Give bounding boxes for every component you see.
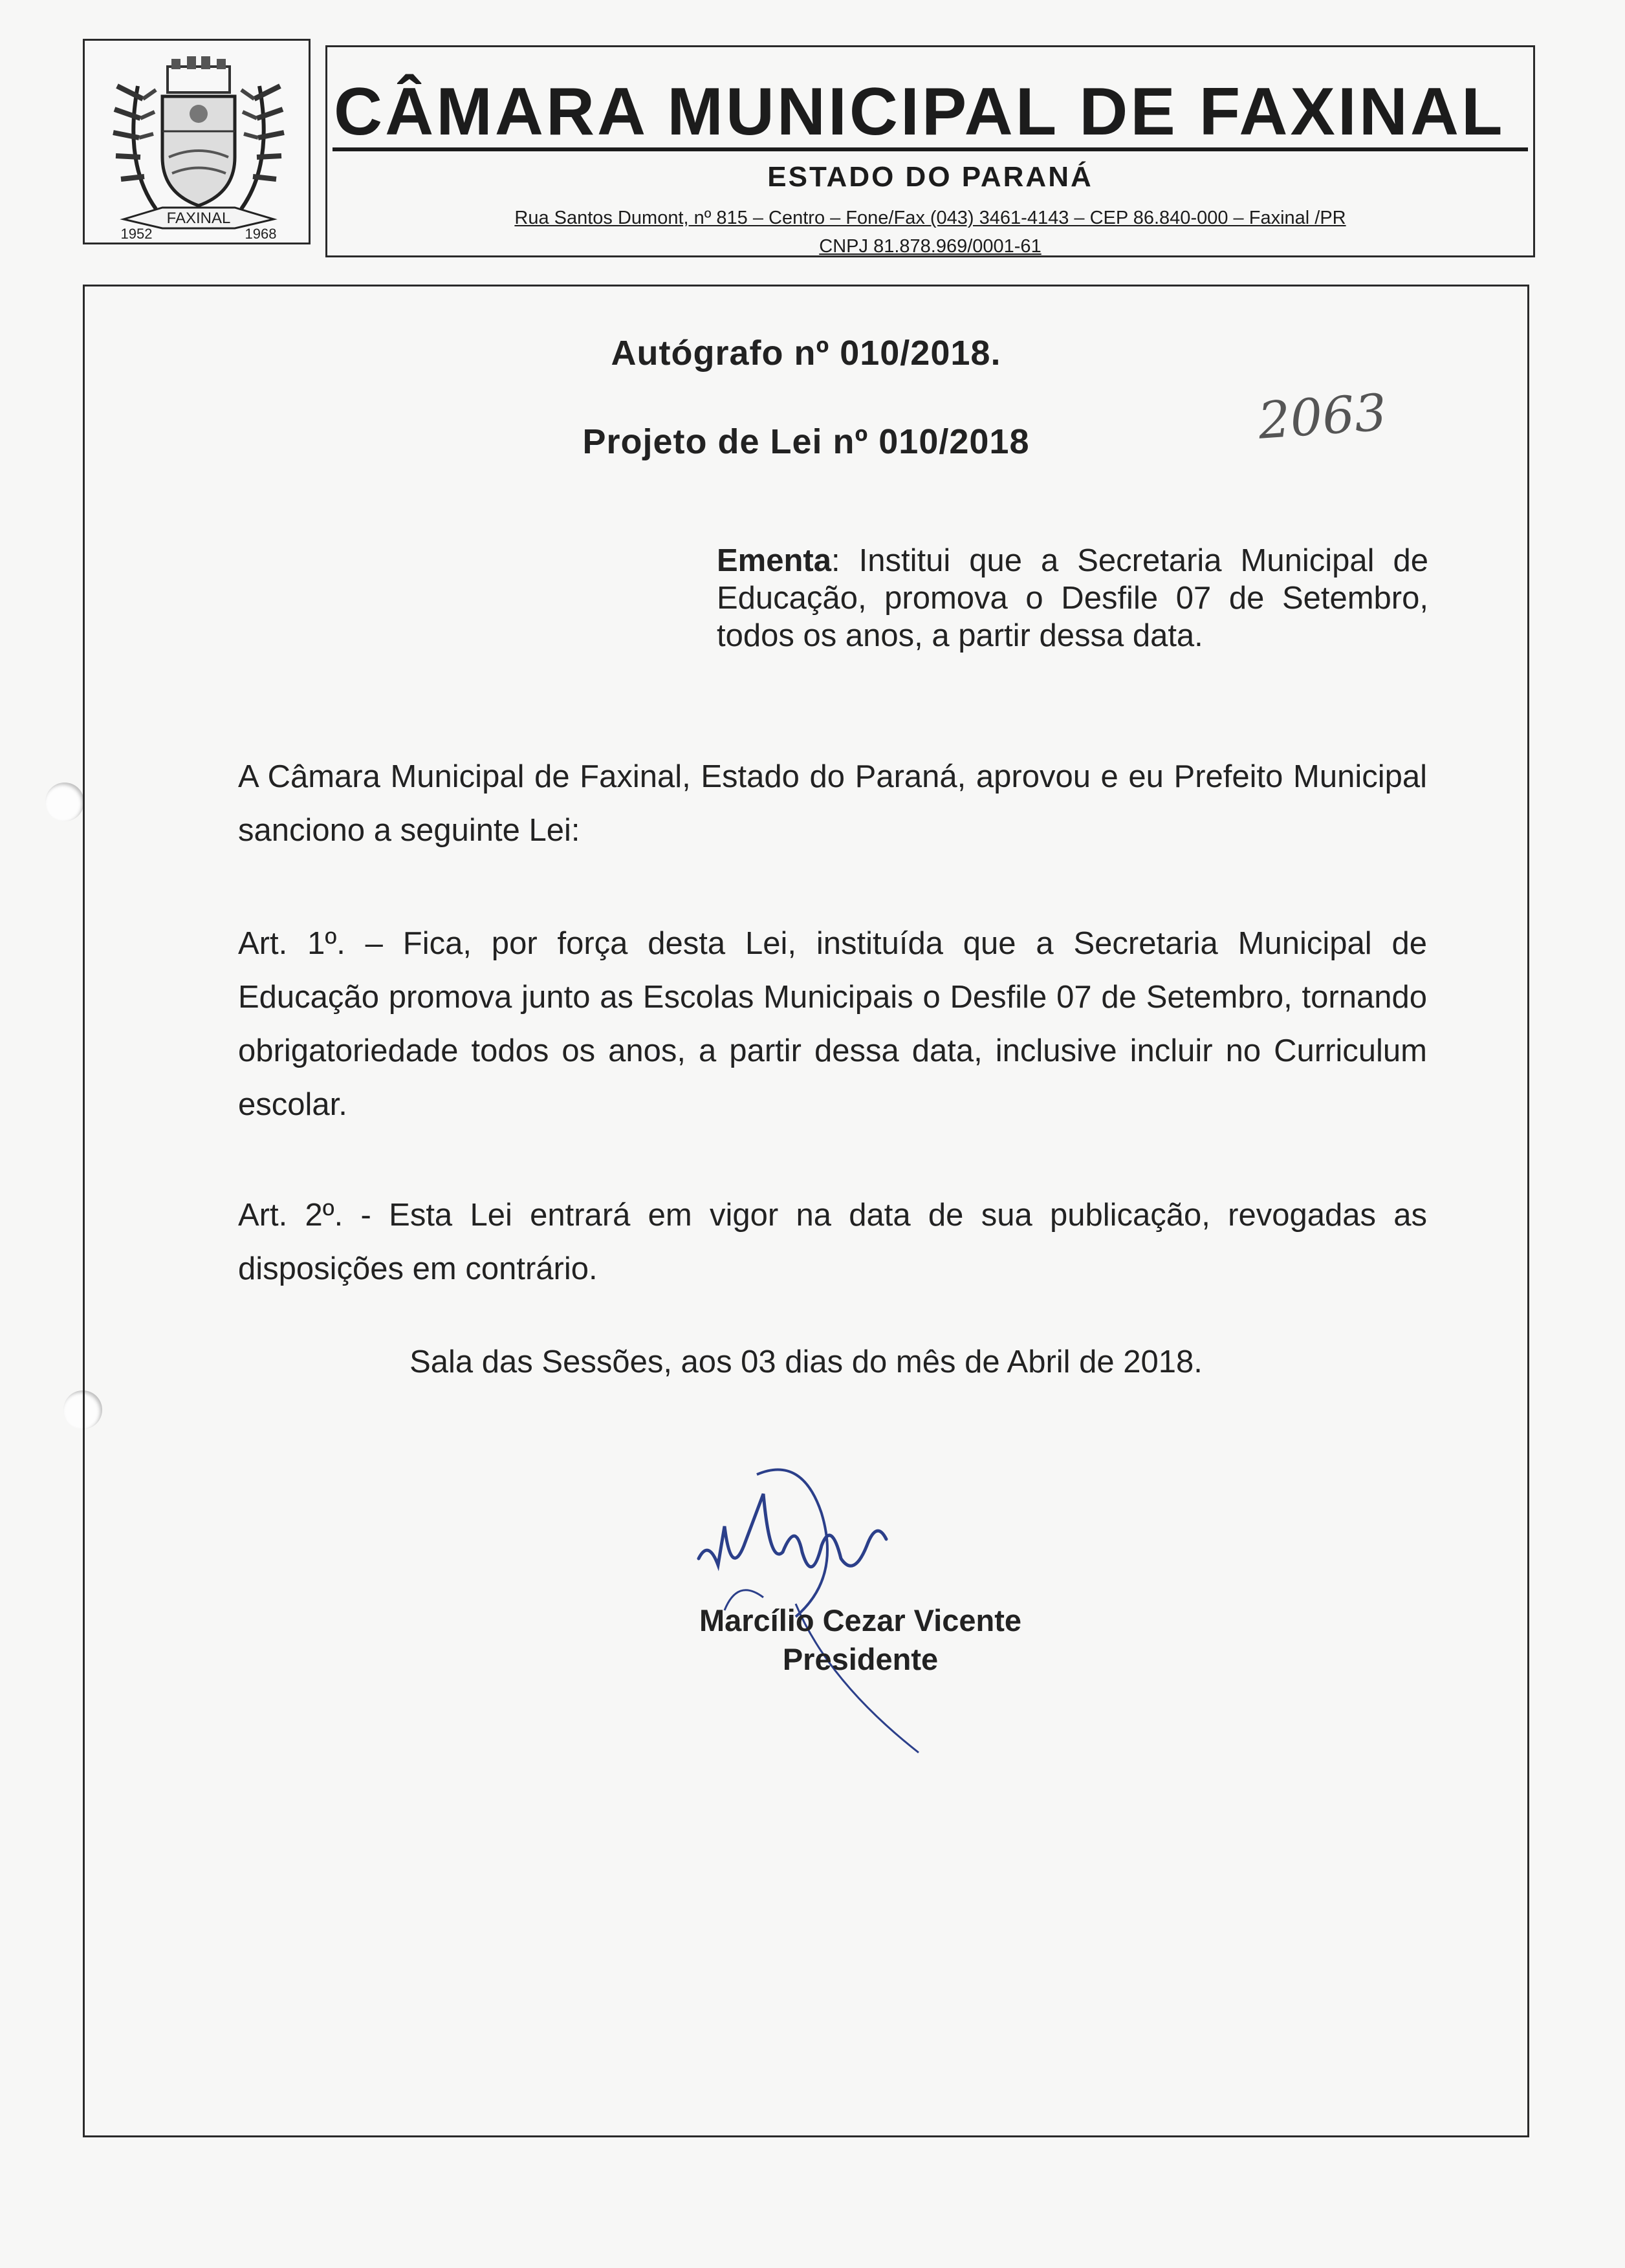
ementa [717, 542, 1428, 654]
autografo-title: Autógrafo nº 010/2018. [611, 334, 1001, 373]
seal-banner-text: FAXINAL [166, 210, 231, 227]
org-name: CÂMARA MUNICIPAL DE FAXINAL [334, 74, 1505, 149]
ementa-label: Ementa [717, 543, 832, 578]
signatory-title: Presidente [782, 1642, 939, 1676]
coat-of-arms-icon [98, 47, 300, 240]
preamble: A Câmara Municipal de Faxinal, Estado do Paraná, aprovou e eu Prefeito Municipal sanciono a seguinte Lei: [238, 759, 1427, 848]
letterhead [325, 45, 1535, 257]
state-name: ESTADO DO PARANÁ [767, 161, 1093, 193]
cnpj: CNPJ 81.878.969/0001-61 [819, 236, 1042, 257]
logo-box [83, 39, 311, 244]
ementa-text: : Institui que a Secretaria Municipal de Educação, promova o Desfile 07 de Setembro, todos os anos, a partir dessa data. [717, 543, 1428, 653]
handwritten-number: 2063 [1256, 383, 1389, 451]
punch-hole-top [45, 783, 84, 821]
session-closing: Sala das Sessões, aos 03 dias do mês de Abril de 2018. [409, 1345, 1203, 1379]
title-rule [333, 147, 1528, 151]
address: Rua Santos Dumont, nº 815 – Centro – Fone/Fax (043) 3461-4143 – CEP 86.840-000 – Faxinal /PR [514, 208, 1346, 228]
seal-year-right: 1968 [245, 226, 277, 240]
signatory-name: Marcílio Cezar Vicente [699, 1603, 1022, 1637]
projeto-title: Projeto de Lei nº 010/2018 [582, 422, 1030, 461]
article-1: Art. 1º. – Fica, por força desta Lei, instituída que a Secretaria Municipal de Educação promova junto as Escolas Municipais o Desfile 07 de Setembro, tornando obrigatoriedade todos os anos, a partir dessa data, inclusive incluir no Curriculum escolar. [238, 926, 1427, 1122]
seal-year-left: 1952 [120, 226, 153, 240]
article-2: Art. 2º. - Esta Lei entrará em vigor na data de sua publicação, revogadas as disposições em contrário. [238, 1198, 1427, 1286]
